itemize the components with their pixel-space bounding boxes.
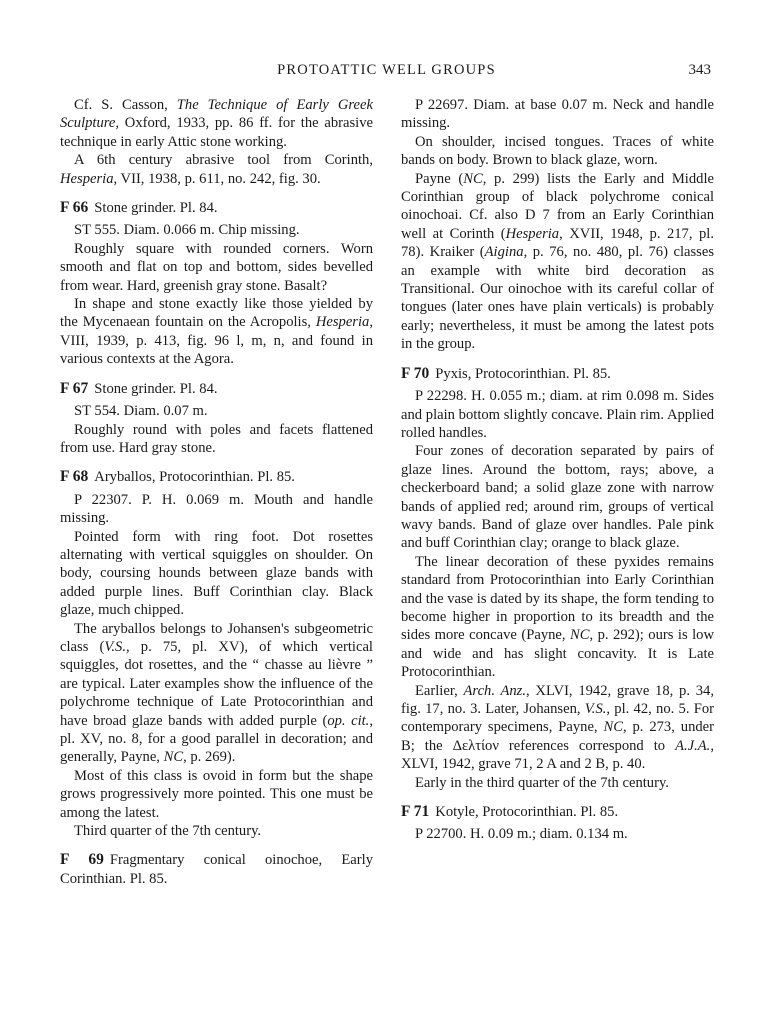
f69-description: On shoulder, incised tongues. Traces of white bands on body. Brown to black glaze, worn. [401, 133, 714, 169]
running-title: PROTOATTIC WELL GROUPS [277, 62, 496, 78]
intro-paragraph-1: Cf. S. Casson, The Technique of Early Greek Sculpture, Oxford, 1933, pp. 86 ff. for the abrasive technique in early Attic stone working. [60, 97, 373, 150]
entry-heading-f69: F 69 Fragmentary conical oinochoe, Early Corinthian. Pl. 85. [60, 851, 373, 887]
intro-paragraph-2: A 6th century abrasive tool from Corinth, Hesperia, VII, 1938, p. 611, no. 242, fig. 30. [60, 152, 373, 187]
f66-inventory: ST 555. Diam. 0.066 m. Chip missing. [74, 222, 300, 239]
f70-description: Four zones of decoration separated by pairs of glaze lines. Around the bottom, rays; above, a checkerboard band; a solid glaze zone with narrow bands of applied red; around rim, groups of vertical wavy bands. Band of glaze over handles. Pale pink and buff Corinthian clay; orange to black glaze. [401, 443, 714, 552]
page-header [0, 62, 773, 82]
entry-heading-f68: F 68 Aryballos, Protocorinthian. Pl. 85. [60, 468, 295, 486]
page-number: 343 [688, 62, 711, 78]
entry-heading-f67: F 67 Stone grinder. Pl. 84. [60, 379, 218, 397]
entry-heading-f66: F 66 Stone grinder. Pl. 84. [60, 199, 218, 217]
left-column [60, 96, 373, 892]
entry-heading-f71: F 71 Kotyle, Protocorinthian. Pl. 85. [401, 803, 619, 821]
f71-inventory: P 22700. H. 0.09 m.; diam. 0.134 m. [415, 826, 628, 843]
f68-description: Pointed form with ring foot. Dot rosettes alternating with vertical squiggles on shoulder. On body, coursing hounds between glaze bands with added purple lines. Buff Corinthian clay. Black glaze, much chipped. [60, 528, 373, 619]
f69-inventory: P 22697. Diam. at base 0.07 m. Neck and handle missing. [401, 97, 714, 132]
f68-date: Third quarter of the 7th century. [74, 823, 262, 840]
f67-description: Roughly round with poles and facets flattened from use. Hard gray stone. [60, 421, 373, 456]
right-column [401, 96, 714, 844]
f70-references: Earlier, Arch. Anz., XLVI, 1942, grave 18, p. 34, fig. 17, no. 3. Later, Johansen, V.S., pl. 42, no. 5. For contemporary specimens, Payne, NC, p. 273, under B; the Δελτίον references correspond to A.J.A., XLVI, 1942, grave 71, 2 A and 2 B, p. 40. [401, 682, 714, 773]
f66-discussion: In shape and stone exactly like those yielded by the Mycenaean fountain on the Acropolis, Hesperia, VIII, 1939, p. 413, fig. 96 l, m, n, and found in various contexts at the Agora. [60, 296, 373, 368]
f68-discussion: The aryballos belongs to Johansen's subgeometric class (V.S., p. 75, pl. XV), of which vertical squiggles, dot rosettes, and the “ chasse au lièvre ” are typical. Later examples show the influence of the polychrome technique of Late Protocorinthian and have broad glaze bands with added purple (op. cit., pl. XV, no. 8, for a good parallel in decoration; and generally, Payne, NC, p. 269). [60, 620, 373, 766]
f70-discussion: The linear decoration of these pyxides remains standard from Protocorinthian into Early Corinthian and the vase is dated by its shape, the form tending to become higher in proportion to its breadth and the sides more concave (Payne, NC, p. 292); ours is low and wide and has slight concavity. It is Late Protocorinthian. [401, 553, 714, 681]
f67-inventory: ST 554. Diam. 0.07 m. [74, 403, 208, 420]
f70-inventory: P 22298. H. 0.055 m.; diam. at rim 0.098 m. Sides and plain bottom slightly concave. Plain rim. Applied rolled handles. [401, 388, 714, 441]
f66-description: Roughly square with rounded corners. Worn smooth and flat on top and bottom, sides bevelled from wear. Hard, greenish gray stone. Basalt? [60, 240, 373, 294]
f69-discussion: Payne (NC, p. 299) lists the Early and Middle Corinthian group of black polychrome conical oinochoai. Cf. also D 7 from an Early Corinthian well at Corinth (Hesperia, XVII, 1948, p. 217, pl. 78). Kraiker (Aigina, p. 76, no. 480, pl. 76) classes an example with white bird decoration as Transitional. Our oinochoe with its careful collar of tongues (later ones have plain verticals) is probably early; nevertheless, it must be among the latest pots in the group. [401, 170, 715, 353]
f68-inventory: P 22307. P. H. 0.069 m. Mouth and handle missing. [60, 491, 373, 527]
entry-heading-f70: F 70 Pyxis, Protocorinthian. Pl. 85. [401, 364, 611, 382]
f68-note: Most of this class is ovoid in form but the shape grows progressively more pointed. This one must be among the latest. [60, 767, 373, 821]
f70-date: Early in the third quarter of the 7th century. [415, 774, 669, 791]
